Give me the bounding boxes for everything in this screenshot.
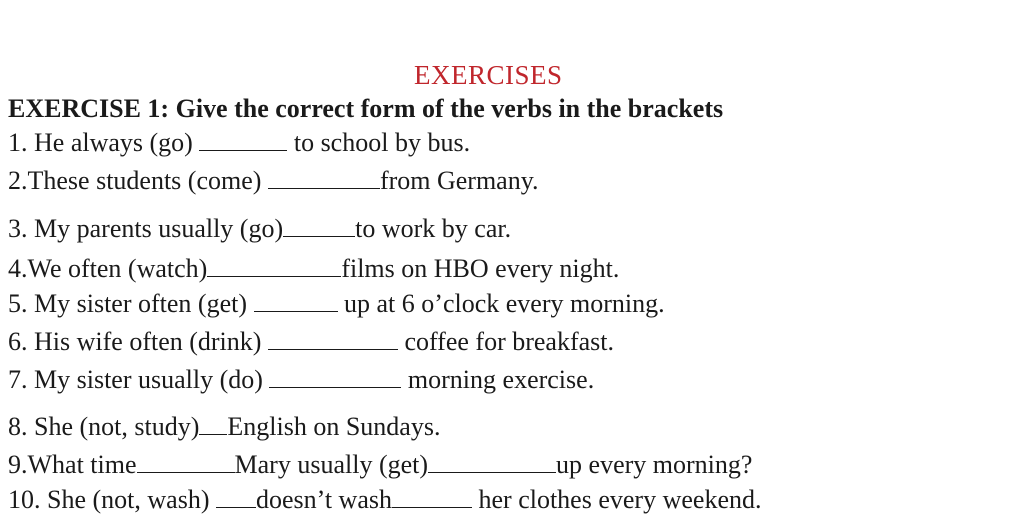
answer-blank[interactable] xyxy=(268,327,398,350)
exercise-item-5 xyxy=(8,289,665,319)
item-text: up at 6 o’clock every morning. xyxy=(337,289,665,318)
exercise-item-7 xyxy=(8,365,594,395)
answer-blank[interactable] xyxy=(269,365,401,388)
item-text: from Germany. xyxy=(379,166,539,195)
answer-blank[interactable] xyxy=(199,412,227,435)
item-text: Mary usually (get) xyxy=(234,450,429,479)
exercise-item-3 xyxy=(8,214,511,244)
item-text: morning exercise. xyxy=(401,365,595,394)
exercise-item-9 xyxy=(8,450,752,480)
item-text: coffee for breakfast. xyxy=(397,327,614,356)
item-text: 10. She (not, wash) xyxy=(8,485,216,514)
item-text: up every morning? xyxy=(556,450,753,479)
exercise-title: EXERCISE 1: Give the correct form of the verbs in the brackets xyxy=(8,94,724,123)
item-text: English on Sundays. xyxy=(227,412,441,441)
item-text: to work by car. xyxy=(355,214,512,243)
item-text: her clothes every weekend. xyxy=(472,485,762,514)
item-text: 5. My sister often (get) xyxy=(8,289,254,318)
item-text: 9.What time xyxy=(8,450,137,479)
item-text: to school by bus. xyxy=(287,128,471,157)
exercise-item-6 xyxy=(8,327,614,357)
answer-blank[interactable] xyxy=(207,254,341,277)
item-text: 8. She (not, study) xyxy=(8,412,200,441)
answer-blank[interactable] xyxy=(137,450,235,473)
item-text: 1. He always (go) xyxy=(8,128,200,157)
item-text: doesn’t wash xyxy=(255,485,392,514)
answer-blank[interactable] xyxy=(254,289,338,312)
answer-blank[interactable] xyxy=(428,450,556,473)
answer-blank[interactable] xyxy=(392,485,472,508)
exercise-item-4 xyxy=(8,254,619,284)
answer-blank[interactable] xyxy=(199,128,287,151)
item-text: 6. His wife often (drink) xyxy=(8,327,268,356)
item-text: 7. My sister usually (do) xyxy=(8,365,270,394)
exercise-item-2 xyxy=(8,166,539,196)
item-text: 2.These students (come) xyxy=(8,166,268,195)
answer-blank[interactable] xyxy=(268,166,380,189)
answer-blank[interactable] xyxy=(216,485,256,508)
exercise-item-1 xyxy=(8,128,470,158)
item-text: 3. My parents usually (go) xyxy=(8,214,284,243)
answer-blank[interactable] xyxy=(283,214,355,237)
item-text: 4.We often (watch) xyxy=(8,254,208,283)
item-text: films on HBO every night. xyxy=(341,254,620,283)
exercises-heading: EXERCISES xyxy=(414,60,563,90)
exercise-item-8 xyxy=(8,412,440,442)
exercise-item-10 xyxy=(8,485,761,515)
